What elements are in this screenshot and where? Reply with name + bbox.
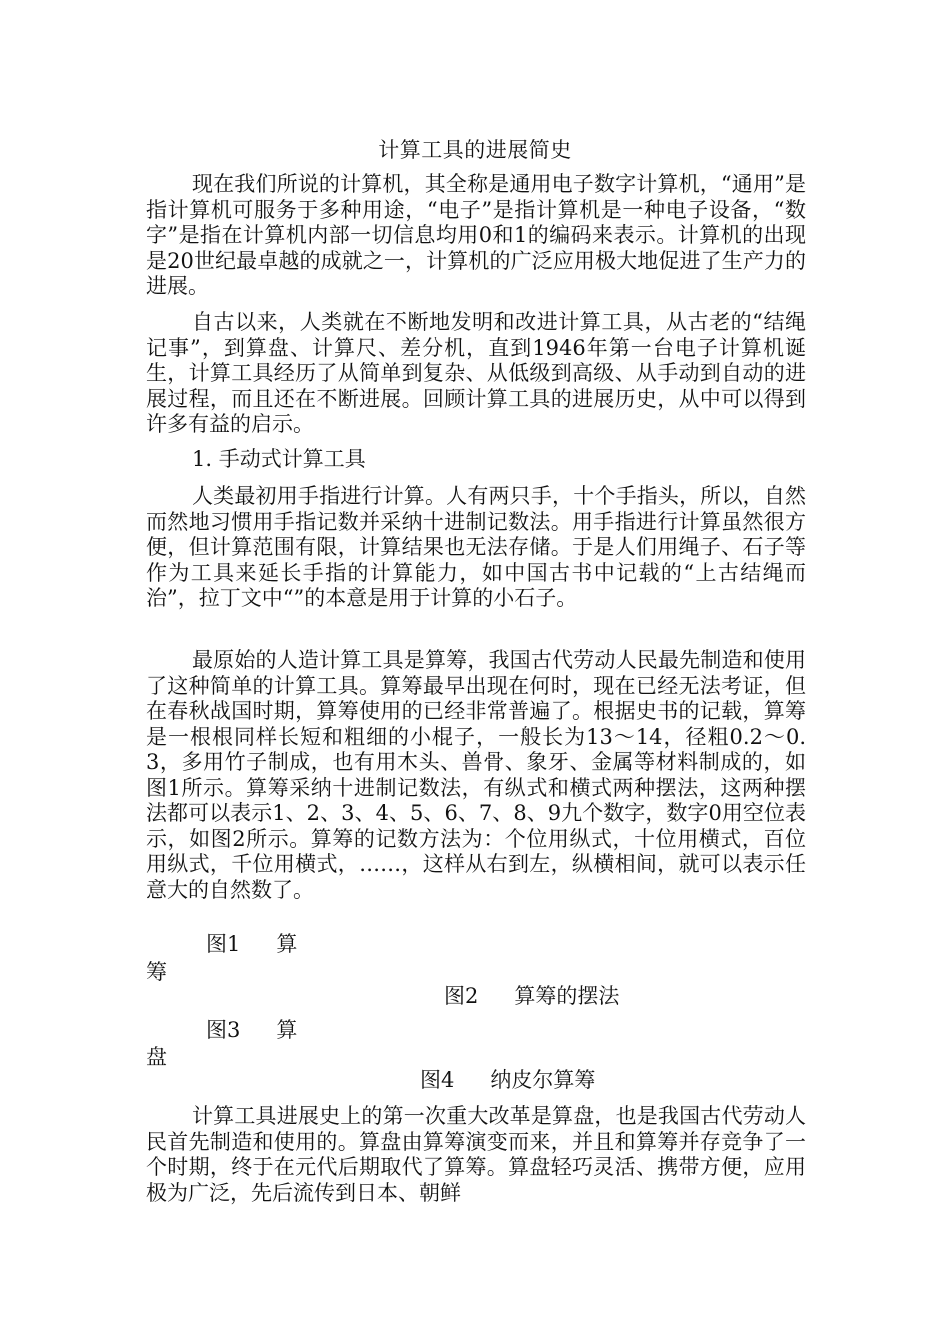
figure-2-label: 图2 [444, 984, 479, 1008]
paragraph-abacus: 计算工具进展史上的第一次重大改革是算盘，也是我国古代劳动人民首先制造和使用的。算盘由算筹演变而来，并且和算筹并存竞争了一个时期，终于在元代后期取代了算筹。算盘轻巧灵活、携带方便，应用极为广泛，先后流传到日本、朝鲜 [146, 1104, 806, 1205]
figure-4-label: 图4 [420, 1068, 455, 1092]
figure-1-caption-wrap: 筹 [146, 960, 167, 984]
paragraph-finger-counting: 人类最初用手指进行计算。人有两只手，十个手指头，所以，自然而然地习惯用手指记数并采纳十进制记数法。用手指进行计算虽然很方便，但计算范围有限，计算结果也无法存储。于是人们用绳子、石子等作为工具来延长手指的计算能力，如中国古书中记载的“上古结绳而治”，拉丁文中“”的本意是用于计算的小石子。 [146, 484, 806, 610]
figure-4-title: 纳皮尔算筹 [490, 1068, 596, 1092]
document-title: 计算工具的进展简史 [378, 138, 572, 162]
figure-4-caption [420, 1066, 595, 1094]
figure-2-caption [444, 982, 619, 1010]
figure-3-caption-wrap: 盘 [146, 1045, 167, 1069]
figure-1-title-part-a: 算 [276, 932, 298, 956]
paragraph-general-computer: 现在我们所说的计算机，其全称是通用电子数字计算机，“通用”是指计算机可服务于多种用途，“电子”是指计算机是一种电子设备，“数字”是指在计算机内部一切信息均用0和1的编码来表示。计算机的出现是20世纪最卓越的成就之一，计算机的广泛应用极大地促进了生产力的进展。 [146, 172, 806, 298]
section-heading-manual-tools: 1. 手动式计算工具 [192, 447, 366, 471]
figure-1-caption [206, 930, 297, 958]
paragraph-counting-rods: 最原始的人造计算工具是算筹，我国古代劳动人民最先制造和使用了这种简单的计算工具。算筹最早出现在何时，现在已经无法考证，但在春秋战国时期，算筹使用的已经非常普遍了。根据史书的记载，算筹是一根根同样长短和粗细的小棍子，一般长为13～14，径粗0.2～0.3，多用竹子制成，也有用木头、兽骨、象牙、金属等材料制成的，如图1所示。算筹采纳十进制记数法，有纵式和横式两种摆法，这两种摆法都可以表示1、2、3、4、5、6、7、8、9九个数字，数字0用空位表示，如图2所示。算筹的记数方法为：个位用纵式，十位用横式，百位用纵式，千位用横式，……，这样从右到左，纵横相间，就可以表示任意大的自然数了。 [146, 648, 806, 902]
figure-2-title: 算筹的摆法 [514, 984, 620, 1008]
figure-3-caption [206, 1016, 297, 1044]
figure-3-title-part-a: 算 [276, 1018, 298, 1042]
figure-3-label: 图3 [206, 1018, 241, 1042]
paragraph-history-overview: 自古以来，人类就在不断地发明和改进计算工具，从古老的“结绳记事”，到算盘、计算尺、差分机，直到1946年第一台电子计算机诞生，计算工具经历了从简单到复杂、从低级到高级、从手动到自动的进展过程，而且还在不断进展。回顾计算工具的进展历史，从中可以得到许多有益的启示。 [146, 310, 806, 436]
figure-1-label: 图1 [206, 932, 241, 956]
